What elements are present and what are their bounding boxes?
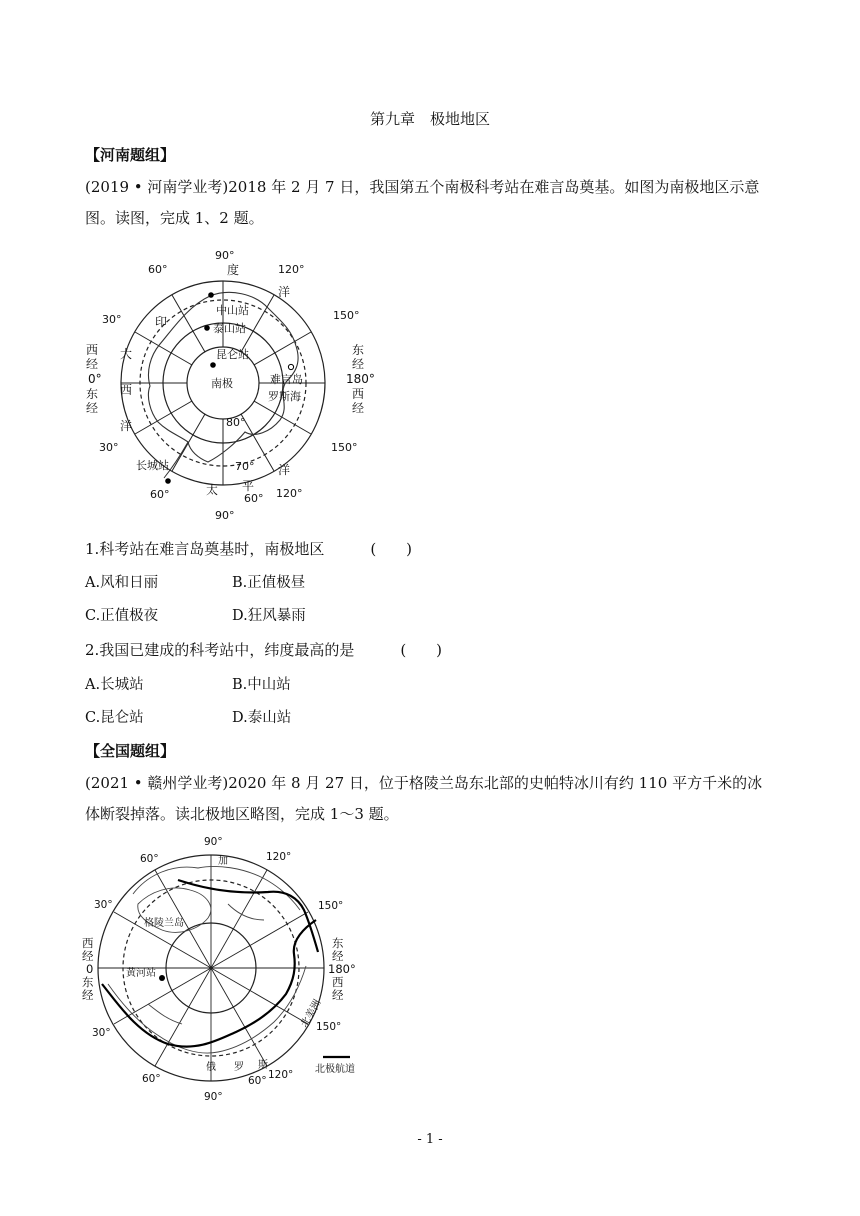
side-label: 西 [352, 387, 365, 401]
place-label: 中山站 [216, 304, 249, 317]
side-label: 经 [352, 401, 365, 415]
place-label: 南极 [211, 377, 233, 390]
answer-bracket: ( ) [370, 540, 413, 558]
lon-label: 150° [316, 1021, 342, 1033]
side-label: 东 [86, 387, 99, 401]
place-label: 罗斯海 [268, 390, 301, 403]
side-label: 东 [82, 975, 94, 989]
ocean-char: 平 [242, 479, 255, 493]
ocean-char: 洋 [278, 285, 291, 299]
place-label: 格陵兰岛 [144, 918, 184, 929]
side-label: 西 [86, 343, 99, 357]
arctic-route-line [102, 920, 316, 1047]
question-1 [85, 539, 412, 559]
lon-label: 150° [333, 309, 360, 322]
side-label: 180° [346, 372, 375, 386]
side-label: 经 [82, 949, 94, 963]
page-number: - 1 - [417, 1132, 443, 1147]
antarctica-map [80, 246, 380, 526]
section-heading-national: 【全国题组】 [85, 742, 176, 760]
ocean-char: 洋 [120, 419, 133, 433]
option-c: C.正值极夜 [85, 608, 159, 624]
lon-label: 60° [150, 488, 170, 501]
lon-label: 90° [215, 249, 235, 262]
answer-bracket: ( ) [400, 641, 443, 659]
side-label: 经 [332, 949, 344, 963]
place-label: 黄河站 [126, 968, 156, 979]
side-label: 0° [88, 372, 102, 386]
lon-label: 60° [148, 263, 168, 276]
lon-label: 30° [99, 441, 119, 454]
side-label: 经 [86, 357, 99, 371]
place-label: 斯 [258, 1060, 268, 1071]
lon-label: 120° [268, 1069, 294, 1081]
side-label: 西 [82, 936, 94, 950]
ocean-char: 洋 [278, 463, 291, 477]
legend-label: 北极航道 [315, 1064, 355, 1075]
nanyan-island-marker [288, 364, 293, 369]
question-2 [85, 640, 442, 660]
question-stem: 1.科考站在难言岛奠基时，南极地区 [85, 540, 325, 558]
huanghe-station-marker [159, 975, 165, 981]
side-label: 180° [328, 962, 356, 976]
place-label: 北美洲 [299, 998, 324, 1030]
ocean-char: 太 [206, 483, 219, 497]
side-label: 经 [332, 988, 344, 1002]
taishan-station-marker [204, 325, 210, 331]
lon-label: 150° [318, 900, 344, 912]
arctic-map [78, 834, 368, 1106]
place-label: 加 [218, 856, 228, 867]
side-label: 0 [86, 962, 94, 976]
side-label: 西 [332, 975, 344, 989]
question-stem: 2.我国已建成的科考站中，纬度最高的是 [85, 641, 355, 659]
place-label: 泰山站 [213, 322, 246, 335]
ocean-char: 西 [120, 383, 133, 397]
lon-label: 90° [204, 836, 223, 848]
intro-national: (2021 • 赣州学业考)2020 年 8 月 27 日，位于格陵兰岛东北部的史帕特冰川有约 110 平方千米的冰体断裂掉落。读北极地区略图，完成 1～3 题。 [85, 774, 763, 823]
place-label: 俄 [206, 1062, 216, 1073]
kunlun-station-marker [210, 362, 216, 368]
lat-label: 70° [235, 460, 255, 473]
option-a: A.长城站 [85, 677, 144, 693]
option-b: B.正值极昼 [232, 575, 306, 591]
page-title: 第九章 极地地区 [369, 110, 490, 128]
option-a: A.风和日丽 [85, 575, 159, 591]
section-heading-henan: 【河南题组】 [85, 146, 176, 164]
lon-label: 90° [215, 509, 235, 522]
ocean-char: 印 [155, 315, 168, 329]
lon-label: 120° [276, 487, 303, 500]
lon-label: 30° [92, 1027, 111, 1039]
side-label: 经 [86, 401, 99, 415]
option-d: D.泰山站 [232, 710, 292, 726]
option-b: B.中山站 [232, 677, 291, 693]
lon-label: 60° [140, 853, 159, 865]
lon-label: 120° [278, 263, 305, 276]
place-label: 难言岛 [270, 373, 303, 386]
option-c: C.昆仑站 [85, 710, 144, 726]
side-label: 东 [352, 343, 365, 357]
lon-label: 60° [142, 1073, 161, 1085]
ocean-char: 度 [227, 263, 240, 277]
changcheng-station-marker [165, 478, 171, 484]
lon-label: 30° [94, 899, 113, 911]
lon-label: 60° [248, 1075, 267, 1087]
lon-label: 60° [244, 492, 264, 505]
ocean-char: 大 [120, 347, 133, 361]
lon-label: 150° [331, 441, 358, 454]
option-d: D.狂风暴雨 [232, 608, 306, 624]
side-label: 经 [352, 357, 365, 371]
side-label: 东 [332, 936, 344, 950]
lon-label: 30° [102, 313, 122, 326]
place-label: 长城站 [136, 459, 169, 472]
lon-label: 120° [266, 851, 292, 863]
side-label: 经 [82, 988, 94, 1002]
place-label: 罗 [234, 1062, 244, 1073]
place-label: 昆仑站 [216, 348, 249, 361]
lon-label: 90° [204, 1091, 223, 1103]
zhongshan-station-marker [208, 292, 214, 298]
intro-henan: (2019 • 河南学业考)2018 年 2 月 7 日，我国第五个南极科考站在难言岛奠基。如图为南极地区示意图。读图，完成 1、2 题。 [85, 178, 760, 227]
lat-label: 80° [226, 416, 246, 429]
